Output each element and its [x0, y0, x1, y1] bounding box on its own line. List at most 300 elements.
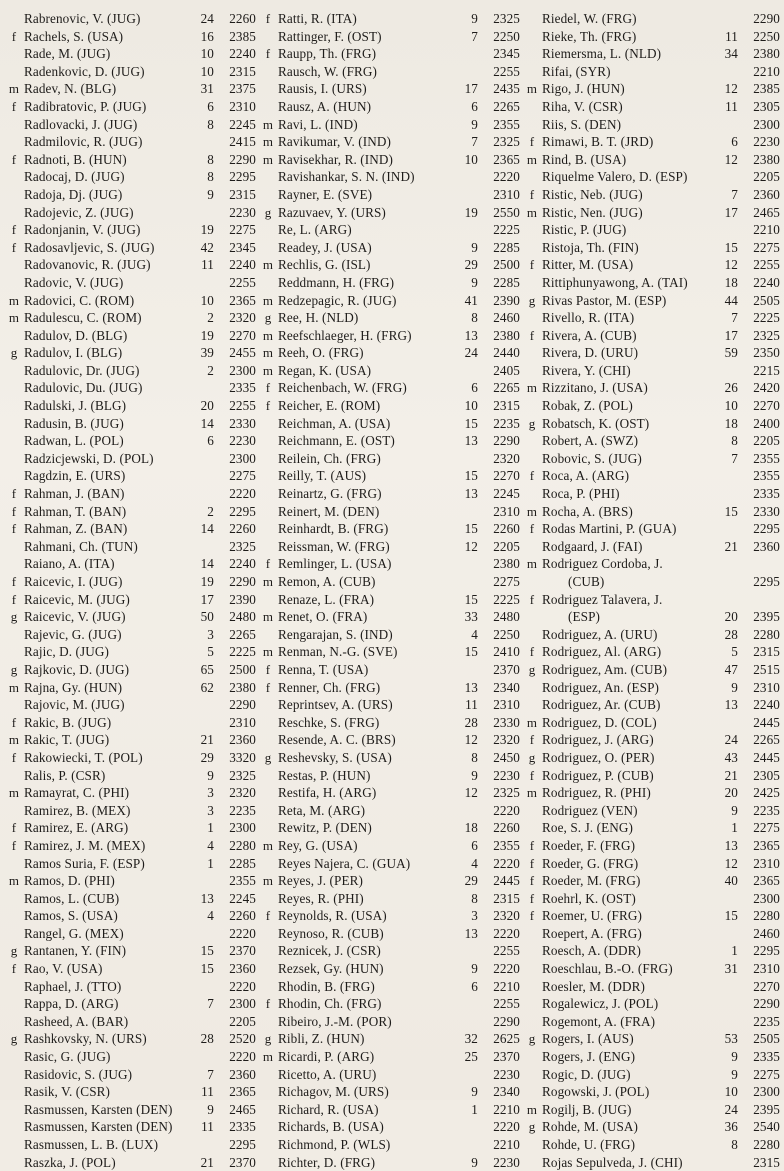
games-count: 31: [200, 81, 214, 97]
elo-rating: 2375: [229, 81, 256, 97]
player-entry: [522, 960, 780, 978]
elo-rating: 2315: [493, 890, 520, 906]
elo-rating: 2320: [493, 908, 520, 924]
games-count: 28: [200, 1031, 214, 1047]
elo-rating: 2480: [493, 609, 520, 625]
elo-rating: 2355: [493, 116, 520, 132]
player-entry: [522, 344, 780, 362]
games-count: 9: [731, 1049, 738, 1065]
player-name: Rogers, J. (ENG): [542, 1049, 636, 1065]
player-entry: [258, 907, 520, 925]
elo-rating: 2300: [753, 116, 780, 132]
player-name: Rao, V. (USA): [24, 961, 103, 977]
elo-rating: 2245: [229, 116, 256, 132]
player-entry: [258, 204, 520, 222]
title-mark: f: [11, 98, 17, 114]
player-name: Rahman, J. (BAN): [24, 486, 125, 502]
elo-rating: 2285: [493, 239, 520, 255]
player-entry: [4, 344, 256, 362]
player-entry: [4, 960, 256, 978]
elo-rating: 2255: [229, 398, 256, 414]
player-name: Robak, Z. (POL): [542, 398, 633, 414]
player-entry: [4, 1048, 256, 1066]
player-name: Riedel, W. (FRG): [542, 11, 637, 26]
games-count: 53: [724, 1031, 738, 1047]
games-count: 15: [724, 503, 738, 519]
title-mark: m: [8, 732, 20, 748]
player-entry: [258, 327, 520, 345]
elo-rating: 2335: [753, 486, 780, 502]
player-name: Ramirez, J. M. (MEX): [24, 837, 146, 853]
title-mark: f: [529, 521, 535, 537]
player-entry: [4, 10, 256, 28]
player-name: Rantanen, Y. (FIN): [24, 943, 127, 959]
title-mark: m: [526, 714, 538, 730]
player-entry: [258, 379, 520, 397]
elo-rating: 2255: [493, 943, 520, 959]
player-name: Reinert, M. (DEN): [278, 503, 380, 519]
elo-rating: 2255: [229, 274, 256, 290]
games-count: 34: [724, 46, 738, 62]
games-count: 8: [731, 433, 738, 449]
player-entry: [522, 256, 780, 274]
elo-rating: 2290: [493, 433, 520, 449]
elo-rating: 2625: [493, 1031, 520, 1047]
title-mark: f: [11, 28, 17, 44]
title-mark: f: [11, 961, 17, 977]
elo-rating: 2360: [229, 961, 256, 977]
title-mark: f: [529, 468, 535, 484]
player-entry: [4, 186, 256, 204]
elo-rating: 2305: [753, 767, 780, 783]
elo-rating: 2285: [493, 274, 520, 290]
player-entry: [258, 309, 520, 327]
games-count: 9: [471, 274, 478, 290]
games-count: 59: [724, 345, 738, 361]
elo-rating: 2205: [493, 538, 520, 554]
title-mark: m: [526, 151, 538, 167]
elo-rating: 2465: [753, 204, 780, 220]
player-entry: [258, 1013, 520, 1031]
elo-rating: 2280: [753, 626, 780, 642]
games-count: 36: [724, 1119, 738, 1135]
title-mark: f: [529, 327, 535, 343]
elo-rating: 2460: [753, 925, 780, 941]
elo-rating: 2315: [753, 644, 780, 660]
games-count: 19: [200, 222, 214, 238]
elo-rating: 2395: [753, 609, 780, 625]
games-count: 13: [724, 697, 738, 713]
elo-rating: 2435: [493, 81, 520, 97]
title-mark: f: [529, 134, 535, 150]
games-count: 25: [464, 1049, 478, 1065]
games-count: 19: [464, 204, 478, 220]
player-name: Rashkovsky, N. (URS): [24, 1031, 147, 1047]
player-entry: [258, 256, 520, 274]
player-entry: [522, 696, 780, 714]
player-entry: [4, 855, 256, 873]
games-count: 9: [731, 802, 738, 818]
player-entry: [4, 591, 256, 609]
games-count: 3: [207, 802, 214, 818]
elo-rating: 2315: [753, 1154, 780, 1170]
title-mark: f: [265, 908, 271, 924]
games-count: 24: [724, 1101, 738, 1117]
games-count: 19: [200, 327, 214, 343]
player-name: Roca, A. (ARG): [542, 468, 630, 484]
player-entry: [522, 485, 780, 503]
elo-rating: 2395: [753, 1101, 780, 1117]
games-count: 50: [200, 609, 214, 625]
player-entry: [4, 872, 256, 890]
elo-rating: 2380: [753, 46, 780, 62]
player-entry: [522, 503, 780, 521]
title-mark: g: [528, 1119, 536, 1135]
games-count: 10: [724, 1084, 738, 1100]
elo-rating: 2275: [229, 468, 256, 484]
player-entry: [522, 80, 780, 98]
player-name: Rengarajan, S. (IND): [278, 626, 393, 642]
player-entry: [4, 731, 256, 749]
elo-rating: 2390: [229, 591, 256, 607]
games-count: 9: [207, 767, 214, 783]
player-entry: [522, 397, 780, 415]
player-entry: [258, 591, 520, 609]
games-count: 15: [724, 908, 738, 924]
elo-rating: 2345: [493, 46, 520, 62]
elo-rating: 2260: [229, 521, 256, 537]
title-mark: g: [10, 943, 18, 959]
elo-rating: 2290: [753, 996, 780, 1012]
player-name: Reichman, A. (USA): [278, 415, 391, 431]
elo-rating: 2320: [229, 310, 256, 326]
player-entry: [522, 855, 780, 873]
player-name: Redzepagic, R. (JUG): [278, 292, 397, 308]
games-count: 6: [471, 380, 478, 396]
elo-rating: 2370: [229, 1154, 256, 1170]
player-name: Reta, M. (ARG): [278, 802, 366, 818]
player-name: Rangel, G. (MEX): [24, 925, 124, 941]
player-name: Renner, Ch. (FRG): [278, 679, 381, 695]
games-count: 10: [464, 398, 478, 414]
games-count: 21: [724, 767, 738, 783]
player-entry: [4, 925, 256, 943]
title-mark: f: [11, 714, 17, 730]
elo-rating: 2250: [753, 28, 780, 44]
games-count: 1: [731, 820, 738, 836]
player-entry: [258, 45, 520, 63]
player-name: Rizzitano, J. (USA): [542, 380, 648, 396]
player-entry: [258, 133, 520, 151]
player-name: Ramos, D. (PHI): [24, 873, 115, 889]
player-entry: [258, 573, 520, 591]
player-entry: [258, 397, 520, 415]
games-count: 13: [464, 433, 478, 449]
title-mark: m: [262, 609, 274, 625]
player-entry: [522, 415, 780, 433]
elo-rating: 2340: [493, 1084, 520, 1100]
player-name: Reinhardt, B. (FRG): [278, 521, 389, 537]
games-count: 24: [464, 345, 478, 361]
player-entry: [4, 485, 256, 503]
player-name: Rajic, D. (JUG): [24, 644, 110, 660]
elo-rating: 2445: [493, 873, 520, 889]
player-entry: [522, 819, 780, 837]
elo-rating: 2515: [753, 661, 780, 677]
player-name: Riis, S. (DEN): [542, 116, 622, 132]
player-entry: [4, 714, 256, 732]
elo-rating: 2255: [753, 257, 780, 273]
elo-rating: 2280: [753, 908, 780, 924]
player-name: Roeschlau, B.-O. (FRG): [542, 961, 673, 977]
player-entry: [258, 643, 520, 661]
player-entry: [258, 239, 520, 257]
player-name: Ratti, R. (ITA): [278, 11, 357, 26]
player-entry: [258, 1030, 520, 1048]
games-count: 13: [200, 890, 214, 906]
elo-rating: 2265: [229, 626, 256, 642]
games-count: 11: [201, 1084, 214, 1100]
player-name: Radulescu, C. (ROM): [24, 310, 142, 326]
elo-rating: 2235: [753, 802, 780, 818]
elo-rating: 2225: [493, 222, 520, 238]
player-name: Rodriguez, R. (PHI): [542, 785, 651, 801]
title-mark: f: [265, 556, 271, 572]
player-name: Reichmann, E. (OST): [278, 433, 395, 449]
elo-rating: 2310: [493, 186, 520, 202]
elo-rating: 2300: [753, 890, 780, 906]
title-mark: m: [262, 873, 274, 889]
player-entry: [522, 872, 780, 890]
games-count: 6: [731, 134, 738, 150]
player-entry: [258, 872, 520, 890]
player-name: Roepert, A. (FRG): [542, 925, 642, 941]
player-name: Rojas Sepulveda, J. (CHI): [542, 1154, 683, 1170]
player-name: Ramos, L. (CUB): [24, 890, 120, 906]
player-name: Rhodin, Ch. (FRG): [278, 996, 382, 1012]
player-entry: [522, 1136, 780, 1154]
elo-rating: 2360: [753, 186, 780, 202]
player-entry: [522, 837, 780, 855]
games-count: 9: [471, 239, 478, 255]
title-mark: m: [8, 310, 20, 326]
elo-rating: 2455: [229, 345, 256, 361]
player-entry: [4, 133, 256, 151]
player-entry: [4, 1030, 256, 1048]
player-entry: [522, 239, 780, 257]
games-count: 8: [471, 749, 478, 765]
games-count: 2: [207, 503, 214, 519]
elo-rating: 2300: [229, 820, 256, 836]
player-entry: [522, 890, 780, 908]
player-name: Ramirez, E. (ARG): [24, 820, 129, 836]
player-name: Rajevic, G. (JUG): [24, 626, 122, 642]
player-name: Radnoti, B. (HUN): [24, 151, 127, 167]
title-mark: g: [10, 345, 18, 361]
elo-rating: 3320: [229, 749, 256, 765]
games-count: 12: [464, 732, 478, 748]
elo-rating: 2290: [229, 151, 256, 167]
elo-rating: 2370: [493, 661, 520, 677]
games-count: 11: [725, 98, 738, 114]
games-count: 6: [471, 837, 478, 853]
player-name: Remlinger, L. (USA): [278, 556, 392, 572]
elo-rating: 2230: [229, 433, 256, 449]
title-mark: f: [529, 855, 535, 871]
player-entry: [522, 362, 780, 380]
player-name: Renaze, L. (FRA): [278, 591, 375, 607]
elo-rating: 2410: [493, 644, 520, 660]
player-entry: [258, 626, 520, 644]
games-count: 11: [725, 28, 738, 44]
player-entry: [258, 1083, 520, 1101]
games-count: 10: [200, 63, 214, 79]
games-count: 7: [731, 450, 738, 466]
player-name: Rohde, U. (FRG): [542, 1137, 636, 1152]
player-entry: [4, 643, 256, 661]
elo-rating: 2385: [229, 28, 256, 44]
player-entry: [4, 608, 256, 626]
player-entry: [258, 221, 520, 239]
games-count: 4: [471, 855, 478, 871]
elo-rating: 2260: [229, 11, 256, 26]
title-mark: f: [11, 222, 17, 238]
games-count: 28: [464, 714, 478, 730]
elo-rating: 2210: [753, 222, 780, 238]
player-name: Rabrenovic, V. (JUG): [24, 11, 141, 26]
title-mark: f: [11, 521, 17, 537]
player-name: Rakic, B. (JUG): [24, 714, 112, 730]
player-entry: [522, 925, 780, 943]
player-name: Readey, J. (USA): [278, 239, 372, 255]
player-entry: [258, 485, 520, 503]
games-count: 3: [207, 626, 214, 642]
elo-rating: 2240: [753, 697, 780, 713]
player-entry: [258, 98, 520, 116]
player-entry: [4, 151, 256, 169]
elo-rating: 2330: [493, 714, 520, 730]
player-name: Reinartz, G. (FRG): [278, 486, 382, 502]
elo-rating: 2290: [493, 1013, 520, 1029]
elo-rating: 2325: [493, 11, 520, 26]
player-entry: [522, 626, 780, 644]
player-entry: [522, 274, 780, 292]
player-name: Radulov, D. (BLG): [24, 327, 128, 343]
elo-rating: 2240: [229, 257, 256, 273]
elo-rating: 2220: [229, 486, 256, 502]
games-count: 3: [471, 908, 478, 924]
title-mark: g: [528, 1031, 536, 1047]
player-name: Rodriguez, Al. (ARG): [542, 644, 662, 660]
games-count: 15: [464, 415, 478, 431]
elo-rating: 2310: [753, 961, 780, 977]
title-mark: g: [10, 609, 18, 625]
games-count: 4: [471, 626, 478, 642]
games-count: 9: [471, 767, 478, 783]
games-count: 15: [464, 644, 478, 660]
player-name: Rahman, T. (BAN): [24, 503, 127, 519]
player-entry: [522, 379, 780, 397]
player-name: Rimawi, B. T. (JRD): [542, 134, 654, 150]
player-entry: [4, 942, 256, 960]
player-name: Rayner, E. (SVE): [278, 186, 373, 202]
column-1: [4, 10, 256, 1171]
player-name: Raicevic, V. (JUG): [24, 609, 126, 625]
games-count: 31: [724, 961, 738, 977]
player-entry: [4, 80, 256, 98]
player-name: Renna, T. (USA): [278, 661, 369, 677]
games-count: 13: [464, 679, 478, 695]
player-name: Raphael, J. (TTO): [24, 978, 122, 994]
player-name: Radulovic, Dr. (JUG): [24, 362, 140, 378]
title-mark: f: [265, 398, 271, 414]
games-count: 62: [200, 679, 214, 695]
title-mark: g: [264, 204, 272, 220]
player-entry: [522, 309, 780, 327]
player-name: Radulovic, Du. (JUG): [24, 380, 143, 396]
player-entry: [258, 978, 520, 996]
player-name: Raupp, Th. (FRG): [278, 46, 377, 62]
player-name: Rocha, A. (BRS): [542, 503, 633, 519]
player-name: Restas, P. (HUN): [278, 767, 371, 783]
player-entry: [522, 1118, 780, 1136]
games-count: 1: [207, 820, 214, 836]
player-entry: [4, 978, 256, 996]
title-mark: f: [11, 503, 17, 519]
games-count: 5: [731, 644, 738, 660]
elo-rating: 2215: [753, 362, 780, 378]
elo-rating: 2365: [753, 873, 780, 889]
player-name: Ragdzin, E. (URS): [24, 468, 126, 484]
player-entry: [4, 1154, 256, 1171]
elo-rating: 2325: [753, 327, 780, 343]
player-name: Razuvaev, Y. (URS): [278, 204, 386, 220]
games-count: 2: [207, 310, 214, 326]
games-count: 9: [207, 186, 214, 202]
title-mark: m: [526, 204, 538, 220]
elo-rating: 2300: [753, 1084, 780, 1100]
player-name: Rodriguez, P. (CUB): [542, 767, 654, 783]
games-count: 7: [207, 996, 214, 1012]
elo-rating: 2520: [229, 1031, 256, 1047]
title-mark: g: [528, 415, 536, 431]
elo-rating: 2220: [493, 855, 520, 871]
elo-rating: 2220: [229, 1049, 256, 1065]
player-name: Reznicek, J. (CSR): [278, 943, 381, 959]
elo-rating: 2220: [229, 978, 256, 994]
player-name: Rodriguez, O. (PER): [542, 749, 655, 765]
player-entry: [4, 819, 256, 837]
player-entry: [258, 749, 520, 767]
player-entry: [258, 942, 520, 960]
player-name: Rasheed, A. (BAR): [24, 1013, 129, 1029]
elo-rating: 2315: [229, 186, 256, 202]
elo-rating: 2310: [493, 503, 520, 519]
games-count: 7: [731, 310, 738, 326]
player-entry: [4, 1083, 256, 1101]
elo-rating: 2275: [753, 239, 780, 255]
elo-rating: 2385: [753, 81, 780, 97]
elo-rating: 2220: [493, 802, 520, 818]
player-name: Rodriguez Cordoba, J.: [542, 556, 663, 572]
games-count: 19: [200, 574, 214, 589]
player-entry: [522, 467, 780, 485]
player-entry: [4, 573, 256, 591]
player-entry: [4, 450, 256, 468]
title-mark: f: [529, 767, 535, 783]
games-count: 10: [200, 292, 214, 308]
player-entry: [4, 274, 256, 292]
